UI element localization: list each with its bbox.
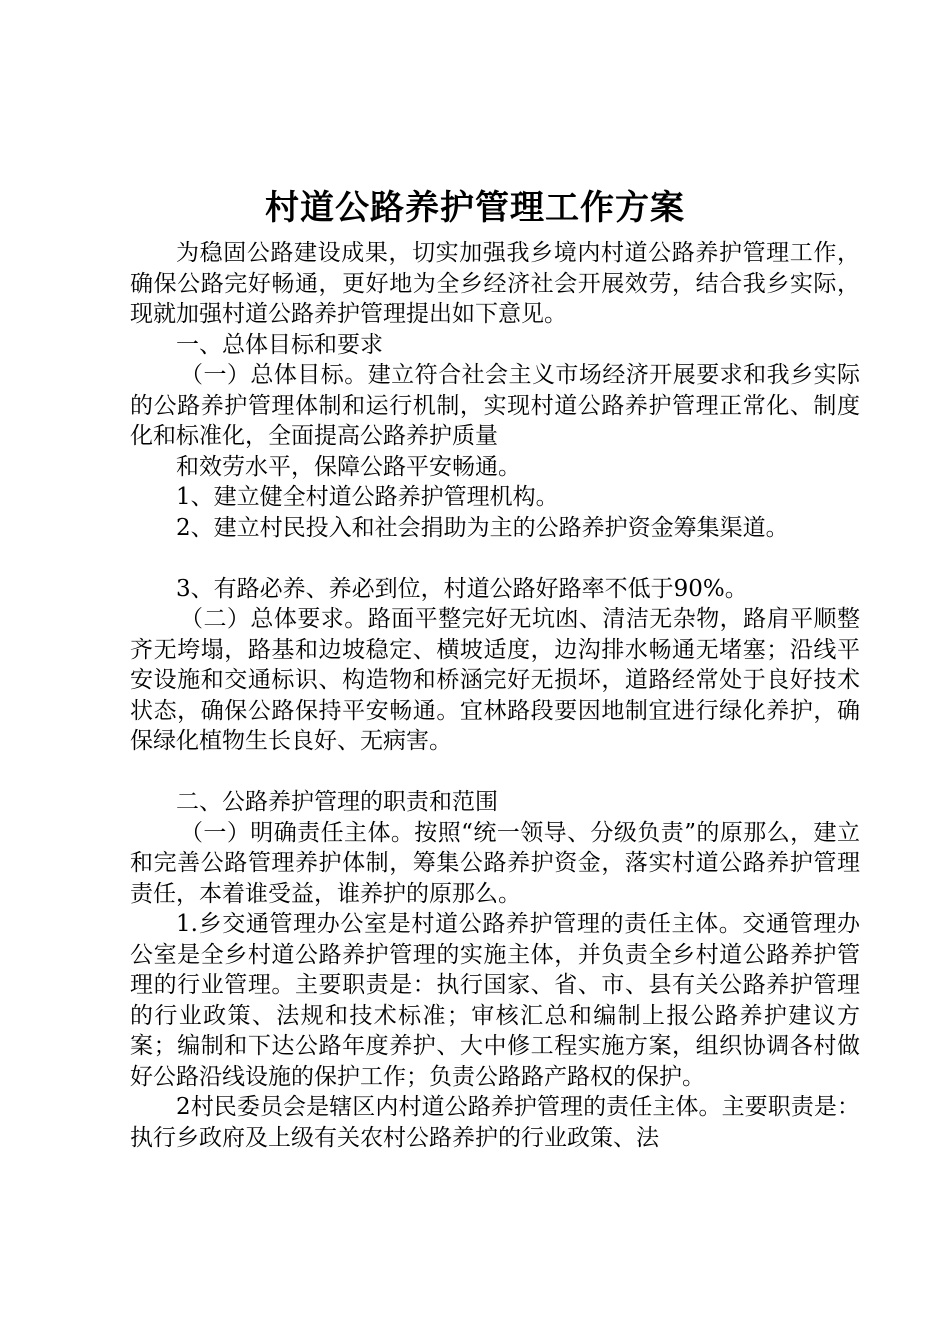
blank-line bbox=[130, 757, 860, 788]
heading-section-1: 一、总体目标和要求 bbox=[176, 331, 383, 358]
list-item-1: 1、建立健全村道公路养护管理机构。 bbox=[176, 484, 559, 510]
document-title: 村道公路养护管理工作方案 bbox=[265, 188, 685, 228]
paragraph-overall-goal-continued: 和效劳水平，保障公路平安畅通。 bbox=[176, 453, 521, 480]
paragraph-village-committee: 2村民委员会是辖区内村道公路养护管理的责任主体。主要职责是：执行乡政府及上级有关农村公路养护的行业政策、法 bbox=[130, 1094, 860, 1151]
paragraph-township-office: 1.乡交通管理办公室是村道公路养护管理的责任主体。交通管理办公室是全乡村道公路养护管理的实施主体，并负责全乡村道公路养护管理的行业管理。主要职责是：执行国家、省、市、县有关公路养护管理的行业政策、法规和技术标准；审核汇总和编制上报公路养护建议方案；编制和下达公路年度养护、大中修工程实施方案，组织协调各村做好公路沿线设施的保护工作；负责公路路产路权的保护。 bbox=[130, 911, 860, 1090]
list-item-3: 3、有路必养、养必到位，村道公路好路率不低于90%。 bbox=[176, 575, 748, 602]
paragraph-overall-requirements: （二）总体要求。路面平整完好无坑凼、清洁无杂物，路肩平顺整齐无垮塌，路基和边坡稳定、横坡适度，边沟排水畅通无堵塞；沿线平安设施和交通标识、构造物和桥涵完好无损坏，道路经常处于良好技术状态，确保公路保持平安畅通。宜林路段要因地制宜进行绿化养护，确保绿化植物生长良好、无病害。 bbox=[130, 606, 860, 754]
heading-section-2: 二、公路养护管理的职责和范围 bbox=[176, 789, 498, 815]
paragraph-overall-goal: （一）总体目标。建立符合社会主义市场经济开展要求和我乡实际的公路养护管理体制和运行机制，实现村道公路养护管理正常化、制度化和标准化，全面提高公路养护质量 bbox=[130, 362, 860, 449]
blank-line bbox=[130, 543, 860, 574]
list-item-2: 2、建立村民投入和社会捐助为主的公路养护资金筹集渠道。 bbox=[176, 514, 789, 541]
paragraph-responsibility-subject: （一）明确责任主体。按照“统一领导、分级负责”的原那么，建立和完善公路管理养护体制，筹集公路养护资金，落实村道公路养护管理责任，本着谁受益，谁养护的原那么。 bbox=[130, 819, 860, 907]
document-body bbox=[130, 238, 860, 1153]
paragraph-intro: 为稳固公路建设成果，切实加强我乡境内村道公路养护管理工作，确保公路完好畅通，更好地为全乡经济社会开展效劳，结合我乡实际，现就加强村道公路养护管理提出如下意见。 bbox=[130, 240, 860, 327]
